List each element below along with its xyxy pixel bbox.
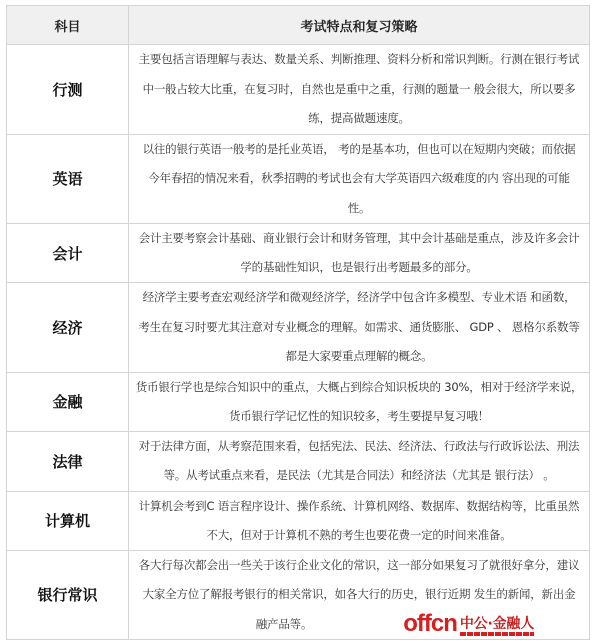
- table-row: [7, 134, 590, 224]
- text-line: 性。: [347, 200, 371, 215]
- subject-cell: 金融: [7, 372, 129, 431]
- subject-cell: 法律: [7, 431, 129, 491]
- table-row: [7, 283, 590, 373]
- text-line: 主要包括言语理解与表达、数量关系、判断推理、资料分析和常识判断。行测在银行考试: [138, 52, 580, 66]
- table-row: [7, 372, 590, 431]
- header-subject: 科目: [7, 6, 129, 45]
- text-line: 经济学主要考查宏观经济学和微观经济学，经济学中包含许多模型、专业术语 和函数，: [142, 290, 576, 304]
- subject-cell: 行测: [7, 45, 129, 135]
- subject-cell: 银行常识: [7, 550, 129, 640]
- subject-cell: 经济: [7, 283, 129, 373]
- strategy-cell: [129, 372, 590, 431]
- text-line: 计算机会考到C 语言程序设计、操作系统、计算机网络、数据库、数据结构等，比重虽然: [138, 498, 580, 513]
- text-line: 对于法律方面，从考察范围来看，包括宪法、民法、经济法、行政法与行政诉讼法、刑法: [138, 439, 580, 453]
- text-line: 货币银行学记忆性的知识较多，考生要提早复习哦！: [229, 408, 489, 423]
- subject-cell: 英语: [7, 134, 129, 224]
- text-line: 不大，但对于计算机不熟的考生也要花费一定的时间来准备。: [206, 527, 512, 542]
- text-line: 会计主要考察会计基础、商业银行会计和财务管理，其中会计基础是重点，涉及许多会计: [138, 231, 580, 245]
- strategy-cell: [129, 431, 590, 491]
- strategy-cell: [129, 224, 590, 283]
- exam-strategy-table: [6, 5, 590, 640]
- brand-cn-box: [460, 617, 534, 636]
- brand-cn: 中公·金融人: [459, 616, 534, 632]
- strategy-cell: [129, 491, 590, 550]
- strategy-cell: [129, 45, 590, 135]
- subject-cell: 计算机: [7, 491, 129, 550]
- text-line: 都是大家要重点理解的概念。: [285, 349, 433, 363]
- subject-cell: 会计: [7, 224, 129, 283]
- strategy-cell: [129, 283, 590, 373]
- text-line: 练，提高做题速度。: [308, 111, 410, 125]
- text-line: 大家全方位了解报考银行的相关常识，如各大行的历史，银行近期 发生的新闻，新出金: [142, 587, 576, 601]
- table-row: [7, 431, 590, 491]
- table-row: [7, 45, 590, 135]
- text-line: 等。从考试重点来看，是民法（尤其是合同法）和经济法（尤其是 银行法） 。: [163, 468, 555, 482]
- brand-latin: offcn: [403, 610, 457, 637]
- strategy-cell: [129, 550, 590, 640]
- table-row: [7, 491, 590, 550]
- text-line: 中一般占较大比重，在复习时，自然也是重中之重，行测的题量一 般会很大，所以要多: [142, 81, 576, 96]
- text-line: 融产品等。: [255, 616, 313, 631]
- text-line: 货币银行学也是综合知识中的重点，大概占到综合知识板块的 30%，相对于经济学来说，: [135, 379, 583, 394]
- text-line: 各大行每次都会出一些关于该行企业文化的常识，这一部分如果复习了就很好拿分，建议: [138, 557, 580, 572]
- text-line: 考生在复习时要尤其注意对专业概念的理解。如需求、通货膨胀、 GDP 、 恩格尔系数等: [138, 319, 580, 334]
- brand-underline-bar: [460, 632, 534, 636]
- table-row: [7, 224, 590, 283]
- offcn-watermark-logo: [403, 612, 534, 636]
- text-line: 学的基础性知识，也是银行出考题最多的部分。: [240, 260, 478, 274]
- table-row: [7, 550, 590, 640]
- header-strategy: 考试特点和复习策略: [129, 6, 590, 45]
- strategy-cell: [129, 134, 590, 224]
- text-line: 今年春招的情况来看，秋季招聘的考试也会有大学英语四六级难度的内 容出现的可能: [148, 171, 570, 185]
- table-header-row: [7, 6, 590, 45]
- text-line: 以往的银行英语一般考的是托业英语， 考的是基本功，但也可以在短期内突破；而依据: [142, 141, 576, 156]
